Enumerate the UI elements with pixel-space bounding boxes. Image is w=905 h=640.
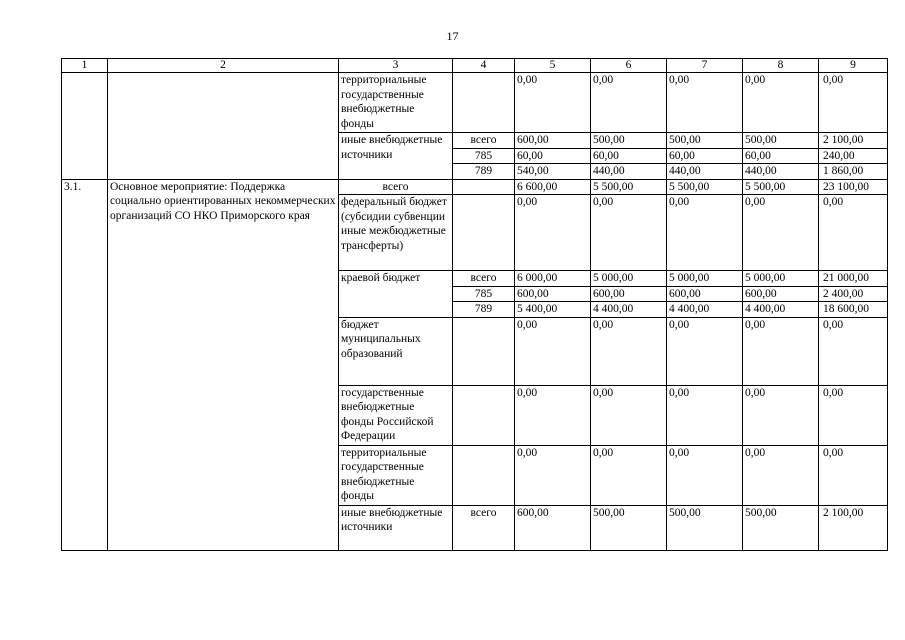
value-cell: 0,00 [667,445,743,505]
value-cell: 0,00 [667,385,743,445]
value-cell: 0,00 [743,385,819,445]
table-row [62,73,888,133]
value-cell: 5 500,00 [743,179,819,195]
value-cell: 60,00 [743,148,819,164]
total-cell: 240,00 [819,148,888,164]
total-cell: 0,00 [819,385,888,445]
source-label: территориальные государственные внебюджетные фонды [339,445,453,505]
value-cell: 0,00 [591,73,667,133]
value-cell: 0,00 [667,195,743,271]
value-cell: 5 500,00 [591,179,667,195]
code-cell [453,73,515,133]
source-label: территориальные государственные внебюджетные фонды [339,73,453,133]
code-cell: всего [453,505,515,550]
column-number-row [62,59,888,73]
column-number: 7 [667,59,743,73]
code-cell: 785 [453,148,515,164]
value-cell: 0,00 [743,445,819,505]
code-cell: 789 [453,302,515,318]
value-cell: 5 000,00 [743,271,819,287]
value-cell: 0,00 [743,195,819,271]
code-cell: 789 [453,164,515,180]
event-number: 3.1. [62,179,108,550]
value-cell: 4 400,00 [591,302,667,318]
total-cell: 2 100,00 [819,133,888,149]
total-cell: 21 000,00 [819,271,888,287]
code-cell [453,179,515,195]
value-cell: 6 600,00 [515,179,591,195]
total-cell: 2 400,00 [819,286,888,302]
value-cell: 600,00 [591,286,667,302]
total-cell: 0,00 [819,317,888,385]
value-cell: 600,00 [515,286,591,302]
code-cell [453,445,515,505]
total-cell: 18 600,00 [819,302,888,318]
value-cell: 6 000,00 [515,271,591,287]
column-number: 8 [743,59,819,73]
column-number: 5 [515,59,591,73]
empty-cell [108,73,339,180]
column-number: 6 [591,59,667,73]
total-label: всего [339,179,453,195]
budget-table [61,58,888,551]
value-cell: 0,00 [515,385,591,445]
value-cell: 60,00 [667,148,743,164]
total-cell: 2 100,00 [819,505,888,550]
value-cell: 0,00 [591,445,667,505]
source-label: иные внебюджетные источники [339,505,453,550]
value-cell: 60,00 [515,148,591,164]
source-label: краевой бюджет [339,271,453,318]
value-cell: 0,00 [591,317,667,385]
value-cell: 5 000,00 [591,271,667,287]
table-row [62,179,888,195]
value-cell: 600,00 [515,505,591,550]
code-cell: 785 [453,286,515,302]
code-cell [453,385,515,445]
event-name: Основное мероприятие: Поддержка социально ориентированных некоммерческих организаций СО НКО Приморского края [108,179,339,550]
code-cell: всего [453,271,515,287]
total-cell: 0,00 [819,195,888,271]
value-cell: 0,00 [591,195,667,271]
value-cell: 440,00 [591,164,667,180]
value-cell: 440,00 [667,164,743,180]
value-cell: 0,00 [515,317,591,385]
value-cell: 0,00 [515,195,591,271]
source-label: иные внебюджетные источники [339,133,453,180]
source-label: федеральный бюджет (субсидии субвенции иные межбюджетные трансферты) [339,195,453,271]
value-cell: 600,00 [667,286,743,302]
value-cell: 440,00 [743,164,819,180]
value-cell: 0,00 [743,317,819,385]
code-cell [453,195,515,271]
value-cell: 0,00 [515,73,591,133]
source-label: государственные внебюджетные фонды Российской Федерации [339,385,453,445]
source-label: бюджет муниципальных образований [339,317,453,385]
value-cell: 0,00 [743,73,819,133]
value-cell: 5 000,00 [667,271,743,287]
column-number: 4 [453,59,515,73]
value-cell: 500,00 [743,505,819,550]
value-cell: 0,00 [667,317,743,385]
value-cell: 60,00 [591,148,667,164]
code-cell: всего [453,133,515,149]
total-cell: 23 100,00 [819,179,888,195]
value-cell: 500,00 [667,505,743,550]
column-number: 9 [819,59,888,73]
empty-cell [62,73,108,180]
column-number: 1 [62,59,108,73]
total-cell: 0,00 [819,445,888,505]
value-cell: 600,00 [743,286,819,302]
total-cell: 0,00 [819,73,888,133]
value-cell: 5 500,00 [667,179,743,195]
value-cell: 500,00 [743,133,819,149]
value-cell: 4 400,00 [743,302,819,318]
value-cell: 4 400,00 [667,302,743,318]
value-cell: 500,00 [591,505,667,550]
value-cell: 5 400,00 [515,302,591,318]
value-cell: 500,00 [667,133,743,149]
column-number: 2 [108,59,339,73]
page-number: 17 [446,29,459,43]
value-cell: 0,00 [515,445,591,505]
value-cell: 600,00 [515,133,591,149]
code-cell [453,317,515,385]
value-cell: 0,00 [591,385,667,445]
value-cell: 540,00 [515,164,591,180]
value-cell: 500,00 [591,133,667,149]
total-cell: 1 860,00 [819,164,888,180]
value-cell: 0,00 [667,73,743,133]
column-number: 3 [339,59,453,73]
